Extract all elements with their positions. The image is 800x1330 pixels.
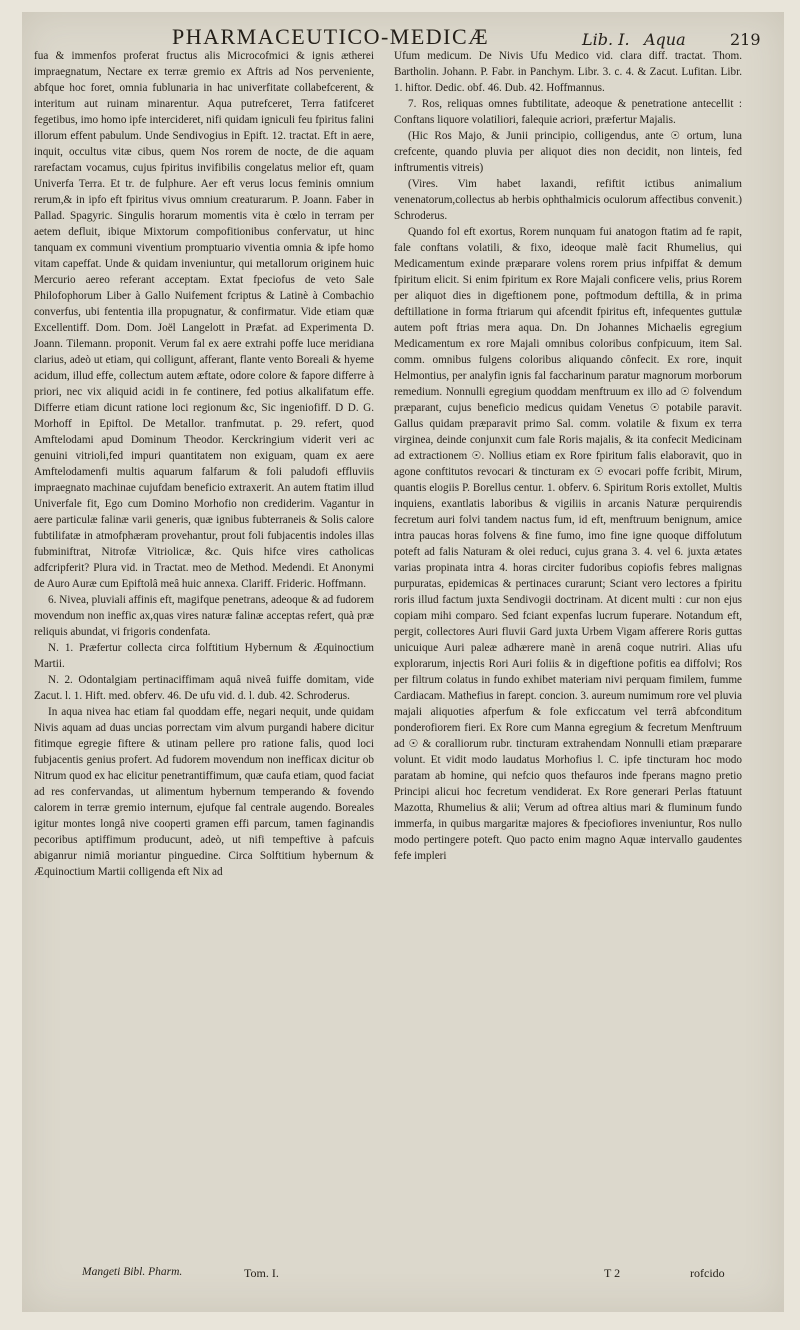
signature-mark: T 2 [604, 1266, 621, 1280]
book-page [22, 12, 784, 1312]
catchword: rofcido [690, 1266, 725, 1280]
volume-label: Tom. I. [244, 1266, 279, 1280]
left-paragraph: In aqua nivea hac etiam fal quoddam effe, negari nequit, unde quidam Nivis aquam ad duas uncias porrectam vim alvum purgandi habere dicitur fitimque egregie fiftere & utinam pellere pro ratione falis, quod loci fubjacentis genius profert. Ad fudorem movendum non inefficax dicitur ob Nitrum quod ex hac elicitur penetrantiffimum, quæ caufa etiam, quod faciat ad res confervandas, ut alimentum hybernum temperando & fovendo calorem in terræ gremio internum, ejufque fal centrale augendo. Boreales igitur montes longâ nive cooperti gramen effi parcum, tamen faginandis pecoribus aptiffimum producunt, adeò, ut nifi tempeftive à pafcuis abiganrur nimiâ moriantur pinguedine. Circa Solftitium hybernum & Æquinoctium Martii colligenda eft Nix ad [34, 706, 374, 878]
right-paragraph: 7. Ros, reliquas omnes fubtilitate, adeoque & penetratione antecellit : Conftans liquore volatiliori, falequie acriori, præfertur Majalis. [394, 98, 742, 126]
right-paragraph: Ufum medicum. De Nivis Ufu Medico vid. clara diff. tractat. Thom. Bartholin. Johann. P. Fabr. in Panchym. Libr. 3. c. 4. & Zacut. Lufitan. Libr. 1. hiftor. Dedic. obf. 46. Dub. 42. Hoffmannus. [394, 50, 742, 94]
left-paragraph: N. 1. Præfertur collecta circa folftitium Hybernum & Æquinoctium Martii. [34, 642, 374, 670]
running-title: PHARMACEUTICO-MEDICÆ [172, 24, 490, 49]
page-footer [34, 1266, 744, 1288]
page-number: 219 [730, 30, 761, 49]
right-column [394, 48, 742, 864]
left-column [34, 48, 374, 880]
left-paragraph: N. 2. Odontalgiam pertinaciffimam aquâ niveâ fuiffe domitam, vide Zacut. l. 1. Hift. med. obferv. 46. De ufu vid. d. l. dub. 42. Schroderus. [34, 674, 374, 702]
signature-reference: Mangeti Bibl. Pharm. [82, 1266, 183, 1278]
right-paragraph: Quando fol eft exortus, Rorem nunquam fui anatogon ftatim ad fe rapit, fale conftans volatili, & fixo, ideoque malè facit Rhumelius, qui Medicamentum exinde præparare volens rorem prius infpiffat & demum fpiritum elicit. Si enim fpiritum ex Rore Majali conficere velis, prius Rorem per aliquot dies in digeftionem pone, poftmodum deftilla, & in prima deftillatione in forma ftriarum qui afcendit fpiritus eft, infequentes guttulæ autem poft ftrias mera aqua. Dn. Dn Johannes Michaelis egregium Medicamentum ex rore Majali omnibus coloribus confpicuum, item Sal. comm. omnibus fulgens coloribus aliquando cônfecit. Ex rore, inquit Helmontius, per analyfin ignis fal faccharinum paratur magnorum morborum remedium. Nonnulli egregium quoddam menftruum ex illo ad ☉ folvendum præparant, cujus beneficio medicus quidam Venetus ☉ potabile paravit. Gallus quidam præparavit primo Sal. comm. volatile & fixum ex terra virginea, deinde conjunxit cum fale Roris majalis, & ita confecit Medicinam ad extractionem ☉. Nollius etiam ex Rore fpiritum falis elaboravit, quo in agone conftitutos revocari & tincturam ex ☉ evocari poffe fcribit, Mirum, quantis elogiis P. Borellus centur. 1. obferv. 6. Spiritum Roris extollet, Multis inquiens, exantlatis laboribus & vigiliis in arcanis Naturæ perquirendis fecretum auri folvi tandem nactus fum, id eft, menftruum benignum, amice intra paucas horas folvens & fine fumo, imo fine igne quoque diffolutum poteft ad falis Naturam & olei reduci, cujus grana 3. 4. vel 6. juxta ætates varias propinata intra 4. horas circiter fudoribus copiofis febres malignas purpuratas, epidemicas & pertinaces curarunt; Sciant vero lectores a fpiritu roris illud factum juxta Sendivogii doctrinam. At dicent multi : cur non ejus copiam mihi comparo. Sed fciant expenfas lucrum fuperare. Notandum eft, pergit, collectores Auri fluvii Gard juxta Urbem Vigam afferere Roris guttas unicuique Auri paleæ adhærere manè in arenâ coque nutriri. Alias ufu explorarum, injectis Rori Auri foliis & in digeftione pofitis ea diffolvi; Ros per filtrum colatus in fundo exhibet materiam nivi perquam fimilem, fumme Cardiacam. Mathefius in farept. concion. 3. aureum numimum rore vel pluvia majali aliquoties afperfum & fole exficcatum vel terrâ abfconditum ponderofiorem fieri. Ex Rore cum Manna egregium & fecretum Menftruum ad ☉ & coralliorum rubr. tincturam extrahendam Nonnulli etiam præparare volunt. Et vidit modo laudatus Morhofius l. C. ipfe tincturam hoc modo paratam ab homine, qui nefcio quos thefauros inde fperans magno pretio Principi alicui hoc fecretum vendiderat. Ex Rore generari Perlas ftatuunt Mazotta, Rhumelius & alii; Verum ad oftrea altius mari & fluminum fundo immerfa, in quibus margaritæ majores & fpeciofiores inveniuntur, Ros nullo modo pertingere poteft. Quo pacto enim magno Aquæ intervallo gaudentes fefe impleri [394, 226, 742, 862]
left-paragraph: fua & immenfos proferat fructus alis Microcofmici & ignis ætherei impraegnatum, Nectare ex terræ gremio ex Aftris ad Nos perveniente, abfque hoc foret, omnia fublunaria in hac univerfitate collabefcerent, & interitum aut ruinam minarentur. Aqua putrefceret, Terra fatifceret fegetibus, imo homo ipfe intercideret, nifi quidam igniculi feu fpiritus falini illorum effent pabulum. Unde Sendivogius in Epift. 12. tractat. Eft in aere, inquit, occultus vitæ cibus, quem Nos rorem de nocte, de die aquam rarefactam vocamus, cujus fpiritus invifibilis congelatus melior eft, quam Univerfa Terra. Et tr. de fulphure. Aer eft verus locus feminis omnium rerum,& in ipfo eft fpiritus vivus omnium creaturarum. P. Joann. Faber in Pallad. Spagyric. Singulis horarum momentis vita è cœlo in terram per aetem defluit, ibique Mixtorum compofitionibus confervatur, ut hinc tanquam ex communi viventium promptuario viventia omnia & ipfe homo vitam capeffat. Unde & quidam inveniuntur, qui metallorum originem huic Mercurio aereo referant acceptam. Extat fpeciofus de veto Sale Philofophorum Liber à Gallo Nuifement fcriptus & Latinè à Combachio converfus, ubi fententia illa propugnatur, & confirmatur. Vide etiam quæ Excellentiff. Dom. Dom. Joël Langelott in Præfat. ad Experimenta D. Joann. Tilemann. proponit. Verum fal ex aere extrahi poffe luce meridiana clarius, adeò ut etiam, qui colligunt, afferant, flante vento Boreali & hyeme acidum, illud effe, collectum autem æftate, odore colore & fapore differre à priori, nec vix aliquid acidi in fe continere, fed potius alkalifatum effe. Differre etiam dicunt ratione loci regionum &c, Sic ingeniofiff. D D. G. Morhoff in Epiftol. De Metallor. tranfmutat. p. 29. refert, quod Amftelodami apud Dominum Theodor. Kerckringium viderit veri ac genuini vitrioli,fed impuri quantitatem non exiguam, quam ex aere Amftelodamenfi multis aquarum falfarum & foli paludofi effluviis impraegnato machinae cujufdam beneficio extraxerit. An autem ftatim illud Univerfale fit, Ego cum Domino Morhofio non crediderim. Vagantur in aere particulæ falinæ varii generis, quæ ignibus fubterraneis & Solis calore fubtilifatæ in atmofphæram provehantur, prout foli fubjacentis indoles illas fubminiftrat, Nitrofæ Vitriolicæ, &c. Quis hifce vires catholicas adfcripferit? Plura vid. in Tractat. meo de Method. Medendi. Et Anonymi de Auro Auræ cum Epiftolâ meâ huic annexa. Clariff. Frideric. Hoffmann. [34, 50, 374, 590]
right-paragraph: (Vires. Vim habet laxandi, refiftit ictibus animalium venenatorum,collectus ab herbis ophthalmicis oculorum affectibus convenit.) Schroderus. [394, 178, 742, 222]
right-paragraph: (Hic Ros Majo, & Junii principio, colligendus, ante ☉ ortum, luna crefcente, quando pluvia per aliquot dies non decidit, non linteis, fed inftrumentis vitreis) [394, 130, 742, 174]
section-label: Aqua [644, 30, 686, 49]
left-paragraph: 6. Nivea, pluviali affinis eft, magifque penetrans, adeoque & ad fudorem movendum non ineffic ax,quas vires naturæ falinæ acceptas refert, quà præ reliquis abundat, vi frigoris condenfata. [34, 594, 374, 638]
book-label: Lib. I. [582, 30, 630, 49]
